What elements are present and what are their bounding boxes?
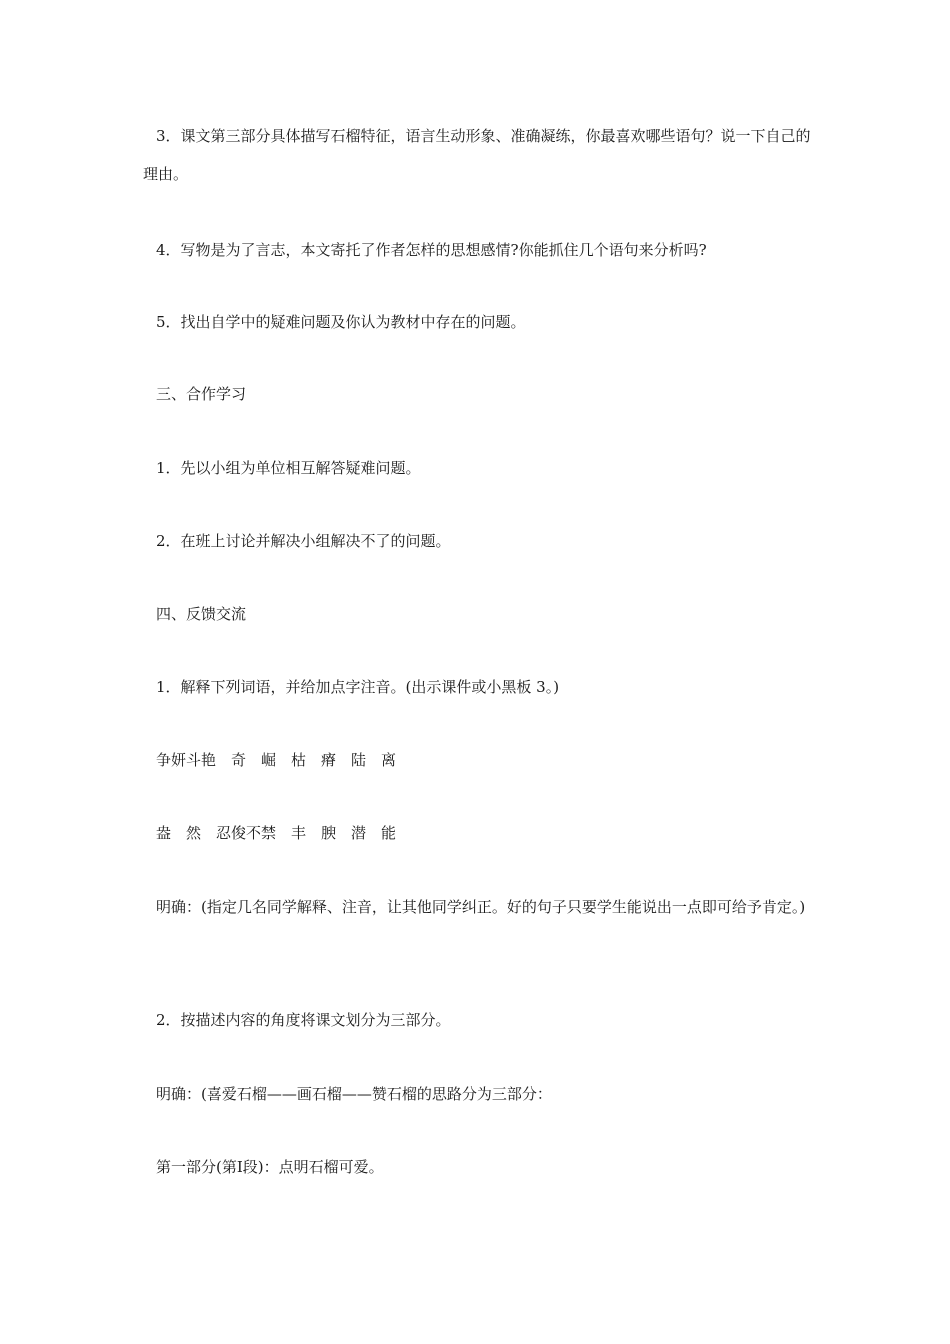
part-1-text: 第一部分(第Ⅰ段)：点明石榴可爱。: [156, 1158, 384, 1176]
answer-2-text: 明确：(喜爱石榴——画石榴——赞石榴的思路分为三部分：: [156, 1085, 552, 1103]
question-3-text: 3．课文第三部分具体描写石榴特征，语言生动形象、准确凝练，你最喜欢哪些语句？说一下自己的理由。: [143, 127, 811, 183]
answer-1-paragraph: [143, 888, 811, 926]
feedback-item-1: [143, 668, 811, 706]
vocabulary-row-1-text: 争妍斗艳 奇 崛 枯 瘠 陆 离: [156, 751, 397, 769]
section-heading-text: 三、合作学习: [156, 385, 247, 403]
answer-2-paragraph: [143, 1075, 811, 1113]
question-4-text: 4．写物是为了言志，本文寄托了作者怎样的思想感情?你能抓住几个语句来分析吗?: [156, 241, 707, 259]
question-5-paragraph: [143, 303, 811, 341]
vocabulary-row-1: [143, 741, 811, 779]
vocabulary-row-2: [143, 814, 811, 852]
section-heading-cooperative-learning: [143, 375, 811, 413]
feedback-item-2: [143, 1001, 811, 1039]
section-heading-text: 四、反馈交流: [156, 605, 247, 623]
part-1-paragraph: [143, 1148, 811, 1186]
answer-1-text: 明确：(指定几名同学解释、注音，让其他同学纠正。好的句子只要学生能说出一点即可给予肯定。): [156, 898, 806, 916]
cooperative-item-1: [143, 449, 811, 487]
cooperative-item-2-text: 2．在班上讨论并解决小组解决不了的问题。: [156, 532, 451, 550]
section-heading-feedback: [143, 595, 811, 633]
question-4-paragraph: [143, 231, 811, 269]
feedback-item-2-text: 2．按描述内容的角度将课文划分为三部分。: [156, 1011, 451, 1029]
vocabulary-row-2-text: 盎 然 忍俊不禁 丰 腴 潜 能: [156, 824, 397, 842]
cooperative-item-2: [143, 522, 811, 560]
feedback-item-1-text: 1．解释下列词语，并给加点字注音。(出示课件或小黑板 3。): [156, 678, 560, 696]
cooperative-item-1-text: 1．先以小组为单位相互解答疑难问题。: [156, 459, 421, 477]
question-3-paragraph: [143, 117, 811, 193]
question-5-text: 5．找出自学中的疑难问题及你认为教材中存在的问题。: [156, 313, 526, 331]
